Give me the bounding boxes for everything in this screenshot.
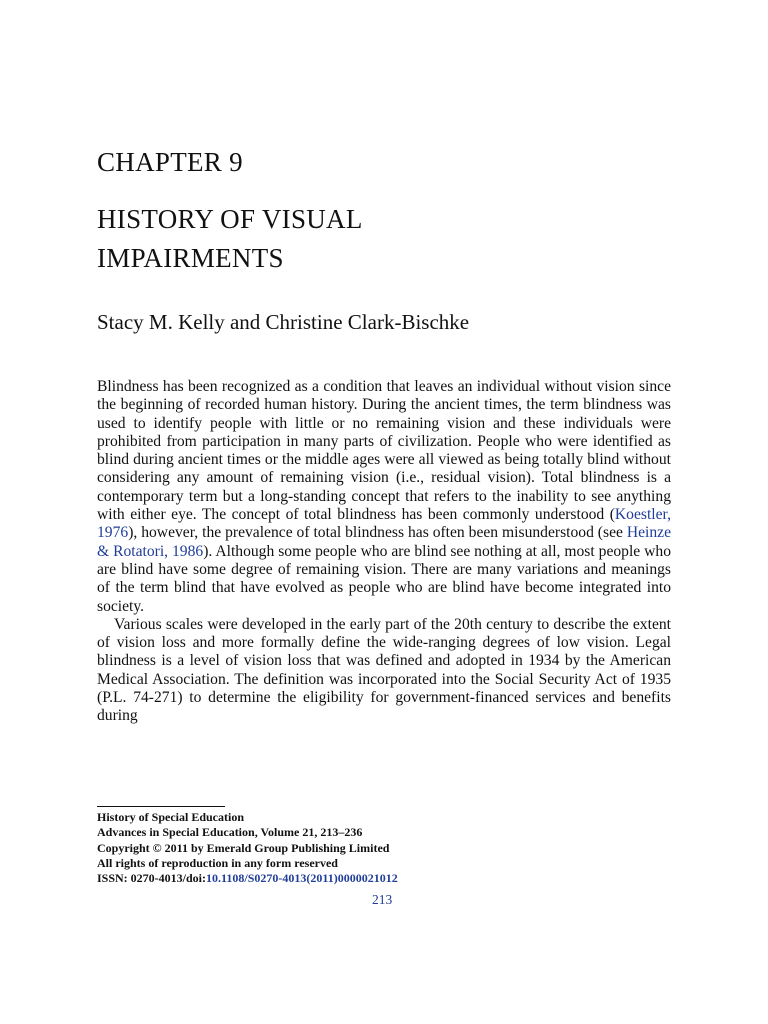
citation-koestler-1976[interactable]: Koestler, 1976 [97,506,671,542]
footnote-series-info: Advances in Special Education, Volume 21, 213–236 [97,825,363,840]
chapter-number: CHAPTER 9 [97,147,243,177]
paragraph-1-text-b: ), however, the prevalence of total blindness has often been misunderstood (see [128,524,627,542]
footnote [97,810,657,886]
page-number: 213 [372,892,393,907]
chapter-title-line-2: IMPAIRMENTS [97,243,284,273]
footnote-issn: ISSN: 0270-4013/doi: [97,871,207,886]
chapter-authors: Stacy M. Kelly and Christine Clark-Bischke [97,310,470,334]
doi-link[interactable]: 10.1108/S0270-4013(2011)0000021012 [206,871,398,886]
body-paragraph-2: Various scales were developed in the early part of the 20th century to describe the extent of vision loss and more formally define the wide-ranging degrees of low vision. Legal blindness is a level of vision loss that was defined and adopted in 1934 by the American Medical Association. The definition was incorporated into the Social Security Act of 1935 (P.L. 74-271) to determine the eligibility for government-financed services and benefits during [97,615,671,725]
chapter-title [97,200,697,278]
paragraph-1-text-c: ). Although some people who are blind see nothing at all, most people who are blind have some degree of remaining vision. There are many variations and meanings of the term blind that have evolved as people who are blind have become integrated into society. [97,542,671,615]
footnote-divider [97,806,225,807]
citation-heinze-rotatori-1986[interactable]: Heinze & Rotatori, 1986 [97,524,671,560]
footnote-issn-doi [97,871,657,886]
footnote-copyright: Copyright © 2011 by Emerald Group Publishing Limited [97,840,390,855]
paragraph-1-text-a: Blindness has been recognized as a condition that leaves an individual without vision since the beginning of recorded human history. During the ancient times, the term blindness was used to identify people with little or no remaining vision and these individuals were prohibited from participation in many parts of civilization. People who were identified as blind during ancient times or the middle ages were all viewed as being totally blind without considering any amount of remaining vision (i.e., residual vision). Total blindness is a contemporary term but a long-standing concept that refers to the inability to see anything with either eye. The concept of total blindness has been commonly understood ( [97,378,671,524]
body-text [97,378,671,726]
body-paragraph-1 [97,378,671,616]
chapter-title-line-1: HISTORY OF VISUAL [97,204,363,234]
footnote-rights: All rights of reproduction in any form reserved [97,855,338,870]
footnote-book-title: History of Special Education [97,810,245,824]
